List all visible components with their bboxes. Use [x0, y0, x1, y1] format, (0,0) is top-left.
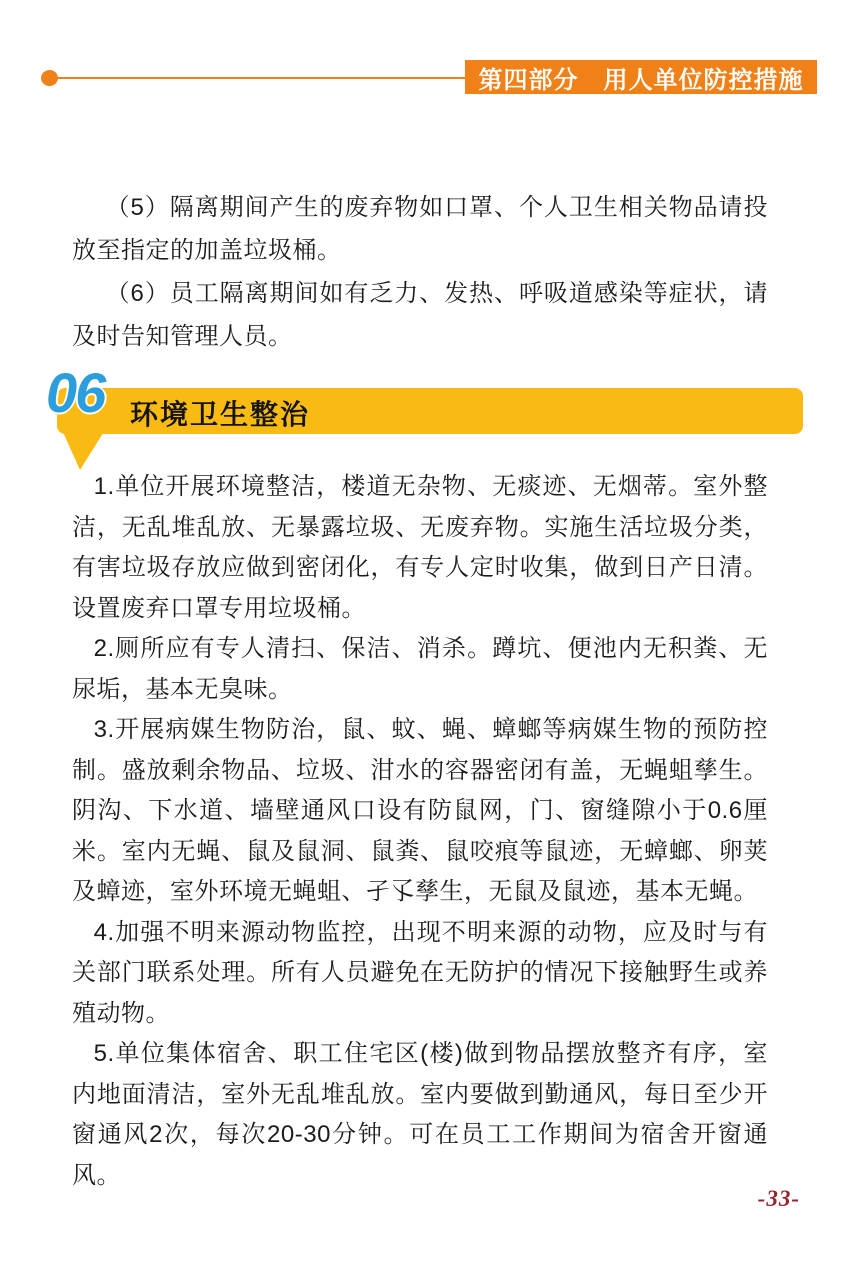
chapter-header-label: 第四部分 用人单位防控措施: [478, 66, 804, 94]
paragraph-item-3: 3.开展病媒生物防治，鼠、蚊、蝇、蟑螂等病媒生物的预防控制。盛放剩余物品、垃圾、泔水的容器密闭有盖，无蝇蛆孳生。阴沟、下水道、墙壁通风口设有防鼠网，门、窗缝隙小于0.6厘米。室内无蝇、鼠及鼠洞、鼠粪、鼠咬痕等鼠迹，无蟑螂、卵荚及蟑迹，室外环境无蝇蛆、孑孓孳生，无鼠及鼠迹，基本无蝇。: [72, 716, 768, 905]
header-leader-line: [55, 77, 467, 79]
banner-tail-shape: [60, 430, 120, 472]
section-number: 06: [46, 361, 105, 424]
section-title: 环境卫生整治: [130, 399, 311, 430]
page-number: -33-: [757, 1186, 800, 1211]
paragraph-item-4: 4.加强不明来源动物监控，出现不明来源的动物，应及时与有关部门联系处理。所有人员避免在无防护的情况下接触野生或养殖动物。: [72, 918, 768, 1027]
paragraph-item-1: 1.单位开展环境整洁，楼道无杂物、无痰迹、无烟蒂。室外整洁，无乱堆乱放、无暴露垃圾、无废弃物。实施生活垃圾分类，有害垃圾存放应做到密闭化，有专人定时收集，做到日产日清。设置废弃口罩专用垃圾桶。: [72, 473, 768, 622]
chapter-header-banner: [465, 60, 817, 94]
paragraph-item-2: 2.厕所应有专人清扫、保洁、消杀。蹲坑、便池内无积粪、无尿垢，基本无臭味。: [72, 635, 768, 703]
paragraph-item-6: （6）员工隔离期间如有乏力、发热、呼吸道感染等症状，请及时告知管理人员。: [72, 280, 768, 350]
paragraph-item-5-dorm: 5.单位集体宿舍、职工住宅区(楼)做到物品摆放整齐有序，室内地面清洁，室外无乱堆乱放。室内要做到勤通风，每日至少开窗通风2次，每次20-30分钟。可在员工工作期间为宿舍开窗通风。: [72, 1040, 768, 1189]
body-paragraphs: [72, 467, 768, 1196]
section-banner: [57, 388, 803, 434]
intro-paragraphs: [72, 186, 768, 358]
paragraph-item-5: （5）隔离期间产生的废弃物如口罩、个人卫生相关物品请投放至指定的加盖垃圾桶。: [72, 194, 768, 264]
